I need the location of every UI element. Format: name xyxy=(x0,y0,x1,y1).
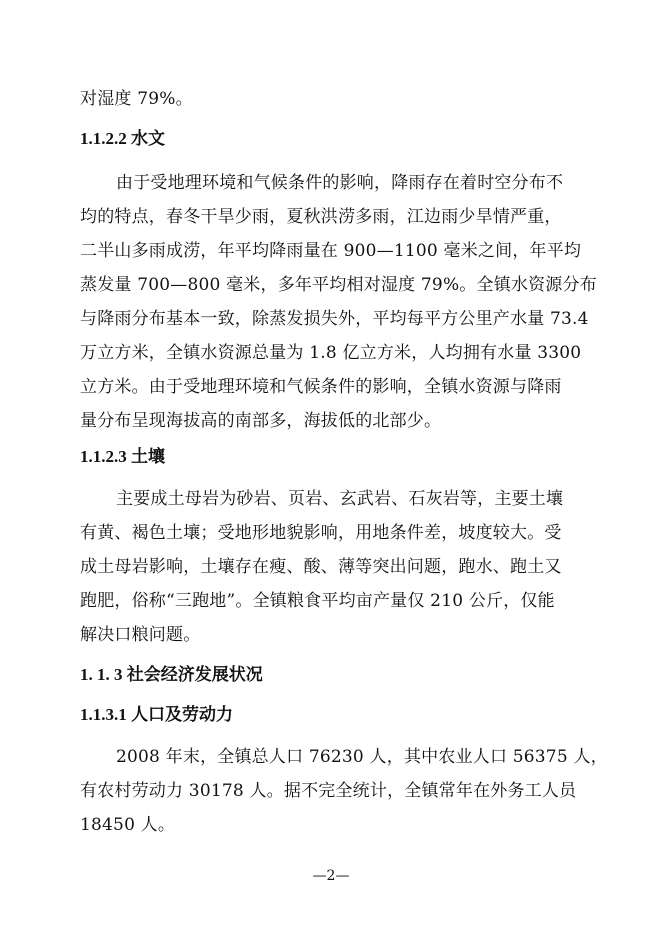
paragraph-line: 跑肥，俗称“三跑地”。全镇粮食平均亩产量仅 210 公斤，仅能 xyxy=(80,591,555,611)
paragraph-line: 蒸发量 700—800 毫米，多年平均相对湿度 79%。全镇水资源分布 xyxy=(80,275,597,295)
paragraph-line: 解决口粮问题。 xyxy=(80,625,201,645)
paragraph-line: 与降雨分布基本一致，除蒸发损失外，平均每平方公里产水量 73.4 xyxy=(80,309,589,329)
paragraph-line: 有黄、褐色土壤；受地形地貌影响，用地条件差，坡度较大。受 xyxy=(80,523,562,543)
section-heading-socioeconomic: 1. 1. 3 社会经济发展状况 xyxy=(80,665,263,684)
paragraph-line: 有农村劳动力 30178 人。据不完全统计，全镇常年在外务工人员 xyxy=(80,781,577,801)
paragraph-line: 万立方米，全镇水资源总量为 1.8 亿立方米，人均拥有水量 3300 xyxy=(80,343,582,363)
paragraph-line: 对湿度 79%。 xyxy=(80,89,193,109)
paragraph-line: 由于受地理环境和气候条件的影响，降雨存在着时空分布不 xyxy=(116,173,564,193)
paragraph-line: 18450 人。 xyxy=(80,815,176,835)
paragraph-line: 2008 年末，全镇总人口 76230 人，其中农业人口 56375 人， xyxy=(116,747,608,767)
page-number: —2— xyxy=(312,868,350,884)
paragraph-line: 均的特点，春冬干旱少雨，夏秋洪涝多雨，江边雨少旱情严重， xyxy=(80,207,562,227)
section-heading-hydrology: 1.1.2.2 水文 xyxy=(80,129,165,148)
paragraph-line: 二半山多雨成涝，年平均降雨量在 900—1100 毫米之间，年平均 xyxy=(80,241,582,261)
paragraph-line: 成土母岩影响，土壤存在瘦、酸、薄等突出问题，跑水、跑土又 xyxy=(80,557,562,577)
paragraph-line: 主要成土母岩为砂岩、页岩、玄武岩、石灰岩等，主要土壤 xyxy=(116,489,564,509)
section-heading-soil: 1.1.2.3 土壤 xyxy=(80,447,165,466)
section-heading-population: 1.1.3.1 人口及劳动力 xyxy=(80,705,233,724)
paragraph-line: 量分布呈现海拔高的南部多，海拔低的北部少。 xyxy=(80,411,442,431)
paragraph-line: 立方米。由于受地理环境和气候条件的影响，全镇水资源与降雨 xyxy=(80,377,562,397)
